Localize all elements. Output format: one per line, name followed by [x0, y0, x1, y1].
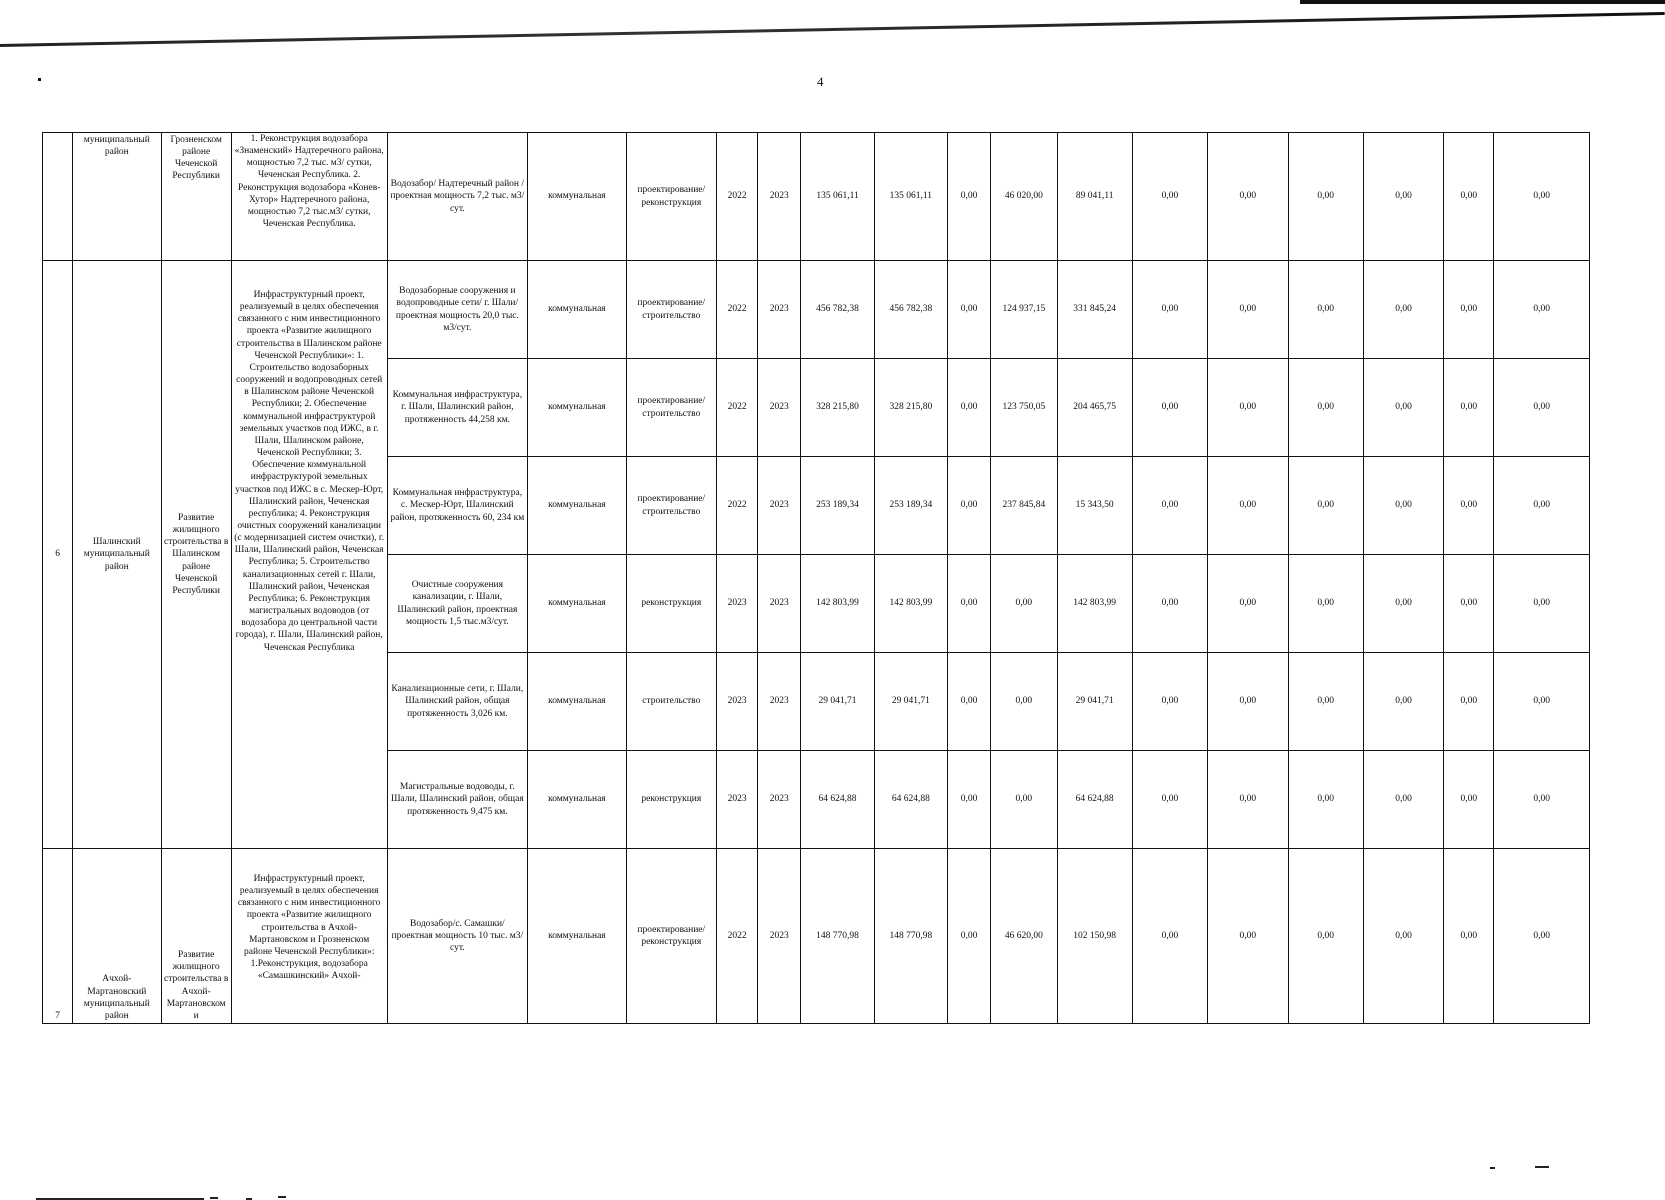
amount-cell-2: 142 803,99: [874, 555, 947, 653]
amount-cell-7: 0,00: [1208, 653, 1288, 751]
project-description-cell: 1. Реконструкция водозабора «Знаменский» Надтеречного района, мощностью 7,2 тыс. м3/ сутки, Чеченская Республика. 2. Реконструкция водозабора «Конев-Хутор» Надтеречного района, мощностью 7,2 тыс.м3/ сутки, Чеченская Республика.: [231, 133, 387, 261]
work-type-cell: проектирование/реконструкция: [626, 133, 716, 261]
amount-cell-5: 89 041,11: [1057, 133, 1132, 261]
amount-cell-10: 0,00: [1444, 261, 1494, 359]
amount-cell-10: 0,00: [1444, 555, 1494, 653]
amount-cell-8: 0,00: [1288, 751, 1363, 849]
scan-edge-line-bottom: [36, 1198, 204, 1200]
amount-cell-4: 0,00: [991, 555, 1057, 653]
work-type-cell: проектирование/реконструкция: [626, 849, 716, 1024]
amount-cell-11: 0,00: [1494, 849, 1590, 1024]
infrastructure-type-cell: коммунальная: [528, 457, 626, 555]
end-year-cell: 2023: [758, 261, 801, 359]
amount-cell-5: 102 150,98: [1057, 849, 1132, 1024]
work-type-cell: реконструкция: [626, 751, 716, 849]
table-row: [43, 849, 1590, 1024]
start-year-cell: 2023: [717, 751, 758, 849]
amount-cell-6: 0,00: [1132, 555, 1207, 653]
amount-cell-1: 142 803,99: [801, 555, 874, 653]
amount-cell-4: 0,00: [991, 653, 1057, 751]
amount-cell-9: 0,00: [1363, 653, 1443, 751]
scan-edge-line: [0, 12, 1665, 47]
project-name-cell: Развитие жилищного строительства в Шалинском районе Чеченской Республики: [161, 261, 231, 849]
object-cell: Магистральные водоводы, г. Шали, Шалинский район, общая протяженность 9,475 км.: [387, 751, 528, 849]
amount-cell-7: 0,00: [1208, 555, 1288, 653]
work-type-cell: проектирование/строительство: [626, 261, 716, 359]
amount-cell-3: 0,00: [948, 849, 991, 1024]
start-year-cell: 2022: [717, 261, 758, 359]
page-number: 4: [817, 74, 824, 89]
amount-cell-5: 29 041,71: [1057, 653, 1132, 751]
work-type-cell: строительство: [626, 653, 716, 751]
amount-cell-2: 328 215,80: [874, 359, 947, 457]
municipality-cell: Ачхой-Мартановский муниципальный район: [73, 849, 161, 1024]
project-description-cell: Инфраструктурный проект, реализуемый в целях обеспечения связанного с ним инвестиционного проекта «Развитие жилищного строительства в Ачхой-Мартановском и Грозненском районе Чеченской Республики»: 1.Реконструкция, водозабора «Самашкинский» Ачхой-: [231, 849, 387, 1024]
work-type-cell: проектирование/строительство: [626, 359, 716, 457]
amount-cell-11: 0,00: [1494, 133, 1590, 261]
amount-cell-8: 0,00: [1288, 653, 1363, 751]
object-cell: Коммунальная инфраструктура, с. Мескер-Юрт, Шалинский район, протяженность 60, 234 км: [387, 457, 528, 555]
amount-cell-7: 0,00: [1208, 261, 1288, 359]
amount-cell-11: 0,00: [1494, 653, 1590, 751]
amount-cell-9: 0,00: [1363, 359, 1443, 457]
start-year-cell: 2023: [717, 555, 758, 653]
amount-cell-2: 64 624,88: [874, 751, 947, 849]
amount-cell-11: 0,00: [1494, 261, 1590, 359]
end-year-cell: 2023: [758, 555, 801, 653]
amount-cell-10: 0,00: [1444, 653, 1494, 751]
scan-dash: [278, 1196, 286, 1198]
object-cell: Водозабор/с. Самашки/проектная мощность 10 тыс. м3/сут.: [387, 849, 528, 1024]
amount-cell-7: 0,00: [1208, 849, 1288, 1024]
infrastructure-type-cell: коммунальная: [528, 261, 626, 359]
start-year-cell: 2022: [717, 133, 758, 261]
amount-cell-8: 0,00: [1288, 133, 1363, 261]
amount-cell-2: 253 189,34: [874, 457, 947, 555]
amount-cell-8: 0,00: [1288, 849, 1363, 1024]
scan-dash: [1535, 1166, 1549, 1168]
amount-cell-5: 15 343,50: [1057, 457, 1132, 555]
amount-cell-11: 0,00: [1494, 751, 1590, 849]
object-cell: Канализационные сети, г. Шали, Шалинский район, общая протяженность 3,026 км.: [387, 653, 528, 751]
project-name-cell: Развитие жилищного строительства в Ачхой-Мартановском и: [161, 849, 231, 1024]
start-year-cell: 2022: [717, 359, 758, 457]
amount-cell-3: 0,00: [948, 653, 991, 751]
amount-cell-1: 148 770,98: [801, 849, 874, 1024]
amount-cell-6: 0,00: [1132, 359, 1207, 457]
amount-cell-1: 29 041,71: [801, 653, 874, 751]
amount-cell-9: 0,00: [1363, 751, 1443, 849]
object-cell: Очистные сооружения канализации, г. Шали, Шалинский район, проектная мощность 1,5 тыс.м3/сут.: [387, 555, 528, 653]
amount-cell-3: 0,00: [948, 261, 991, 359]
scan-edge-line-right: [1300, 0, 1665, 4]
object-cell: Коммунальная инфраструктура, г. Шали, Шалинский район, протяженность 44,258 км.: [387, 359, 528, 457]
amount-cell-1: 328 215,80: [801, 359, 874, 457]
amount-cell-4: 237 845,84: [991, 457, 1057, 555]
infrastructure-type-cell: коммунальная: [528, 849, 626, 1024]
amount-cell-3: 0,00: [948, 457, 991, 555]
amount-cell-3: 0,00: [948, 555, 991, 653]
amount-cell-6: 0,00: [1132, 849, 1207, 1024]
amount-cell-7: 0,00: [1208, 751, 1288, 849]
work-type-cell: проектирование/строительство: [626, 457, 716, 555]
end-year-cell: 2023: [758, 359, 801, 457]
amount-cell-10: 0,00: [1444, 359, 1494, 457]
row-number-cell: [43, 133, 73, 261]
amount-cell-11: 0,00: [1494, 555, 1590, 653]
amount-cell-2: 456 782,38: [874, 261, 947, 359]
amount-cell-6: 0,00: [1132, 133, 1207, 261]
amount-cell-11: 0,00: [1494, 457, 1590, 555]
amount-cell-6: 0,00: [1132, 653, 1207, 751]
amount-cell-6: 0,00: [1132, 457, 1207, 555]
project-description-cell: Инфраструктурный проект, реализуемый в целях обеспечения связанного с ним инвестиционного проекта «Развитие жилищного строительства в Шалинском районе Чеченской Республики»: 1. Строительство водозаборных сооружений и водопроводных сетей в Шалинском районе Чеченской Республики; 2. Обеспечение коммунальной инфраструктурой земельных участков под ИЖС, в г. Шали, Шалинском районе, Чеченской Республики; 3. Обеспечение коммунальной инфраструктурой земельных участков под ИЖС в с. Мескер-Юрт, Шалинский район, Чеченская республика; 4. Реконструкция очистных сооружений канализации (с модернизацией систем очистки), г. Шали, Шалинский район, Чеченская Республика; 5. Строительство канализационных сетей г. Шали, Шалинский район, Чеченская Республика; 6. Реконструкция магистральных водоводов (от водозабора до центральной части города), г. Шали, Шалинский район, Чеченская Республика: [231, 261, 387, 849]
amount-cell-9: 0,00: [1363, 849, 1443, 1024]
amount-cell-8: 0,00: [1288, 457, 1363, 555]
infrastructure-type-cell: коммунальная: [528, 133, 626, 261]
amount-cell-1: 253 189,34: [801, 457, 874, 555]
amount-cell-9: 0,00: [1363, 261, 1443, 359]
amount-cell-10: 0,00: [1444, 751, 1494, 849]
scan-speck: [38, 78, 41, 81]
amount-cell-1: 456 782,38: [801, 261, 874, 359]
amount-cell-7: 0,00: [1208, 133, 1288, 261]
amount-cell-4: 123 750,05: [991, 359, 1057, 457]
end-year-cell: 2023: [758, 653, 801, 751]
object-cell: Водозабор/ Надтеречный район /проектная мощность 7,2 тыс. м3/сут.: [387, 133, 528, 261]
row-number-cell: 6: [43, 261, 73, 849]
amount-cell-2: 135 061,11: [874, 133, 947, 261]
amount-cell-4: 0,00: [991, 751, 1057, 849]
amount-cell-3: 0,00: [948, 133, 991, 261]
amount-cell-4: 124 937,15: [991, 261, 1057, 359]
amount-cell-6: 0,00: [1132, 261, 1207, 359]
municipality-cell: Шалинский муниципальный район: [73, 261, 161, 849]
amount-cell-10: 0,00: [1444, 849, 1494, 1024]
start-year-cell: 2022: [717, 849, 758, 1024]
start-year-cell: 2023: [717, 653, 758, 751]
amount-cell-8: 0,00: [1288, 555, 1363, 653]
amount-cell-5: 204 465,75: [1057, 359, 1132, 457]
table-row: [43, 261, 1590, 359]
scan-dash: [246, 1198, 252, 1200]
scan-dash: [210, 1197, 218, 1199]
amount-cell-2: 148 770,98: [874, 849, 947, 1024]
amount-cell-5: 142 803,99: [1057, 555, 1132, 653]
amount-cell-7: 0,00: [1208, 457, 1288, 555]
amount-cell-9: 0,00: [1363, 133, 1443, 261]
amount-cell-3: 0,00: [948, 751, 991, 849]
amount-cell-5: 64 624,88: [1057, 751, 1132, 849]
amount-cell-1: 135 061,11: [801, 133, 874, 261]
table-row: [43, 133, 1590, 261]
amount-cell-10: 0,00: [1444, 457, 1494, 555]
amount-cell-9: 0,00: [1363, 555, 1443, 653]
amount-cell-3: 0,00: [948, 359, 991, 457]
work-type-cell: реконструкция: [626, 555, 716, 653]
row-number-cell: 7: [43, 849, 73, 1024]
end-year-cell: 2023: [758, 457, 801, 555]
project-name-cell: Грозненском районе Чеченской Республики: [161, 133, 231, 261]
amount-cell-4: 46 620,00: [991, 849, 1057, 1024]
end-year-cell: 2023: [758, 751, 801, 849]
amount-cell-1: 64 624,88: [801, 751, 874, 849]
amount-cell-10: 0,00: [1444, 133, 1494, 261]
start-year-cell: 2022: [717, 457, 758, 555]
end-year-cell: 2023: [758, 849, 801, 1024]
amount-cell-8: 0,00: [1288, 359, 1363, 457]
scan-dash: [1490, 1167, 1495, 1169]
amount-cell-9: 0,00: [1363, 457, 1443, 555]
amount-cell-2: 29 041,71: [874, 653, 947, 751]
amount-cell-8: 0,00: [1288, 261, 1363, 359]
end-year-cell: 2023: [758, 133, 801, 261]
amount-cell-6: 0,00: [1132, 751, 1207, 849]
amount-cell-4: 46 020,00: [991, 133, 1057, 261]
investment-projects-table: [42, 132, 1590, 1024]
infrastructure-type-cell: коммунальная: [528, 751, 626, 849]
municipality-cell: муниципальный район: [73, 133, 161, 261]
infrastructure-type-cell: коммунальная: [528, 555, 626, 653]
infrastructure-type-cell: коммунальная: [528, 359, 626, 457]
amount-cell-5: 331 845,24: [1057, 261, 1132, 359]
infrastructure-type-cell: коммунальная: [528, 653, 626, 751]
amount-cell-7: 0,00: [1208, 359, 1288, 457]
amount-cell-11: 0,00: [1494, 359, 1590, 457]
object-cell: Водозаборные сооружения и водопроводные сети/ г. Шали/проектная мощность 20,0 тыс. м3/сут.: [387, 261, 528, 359]
